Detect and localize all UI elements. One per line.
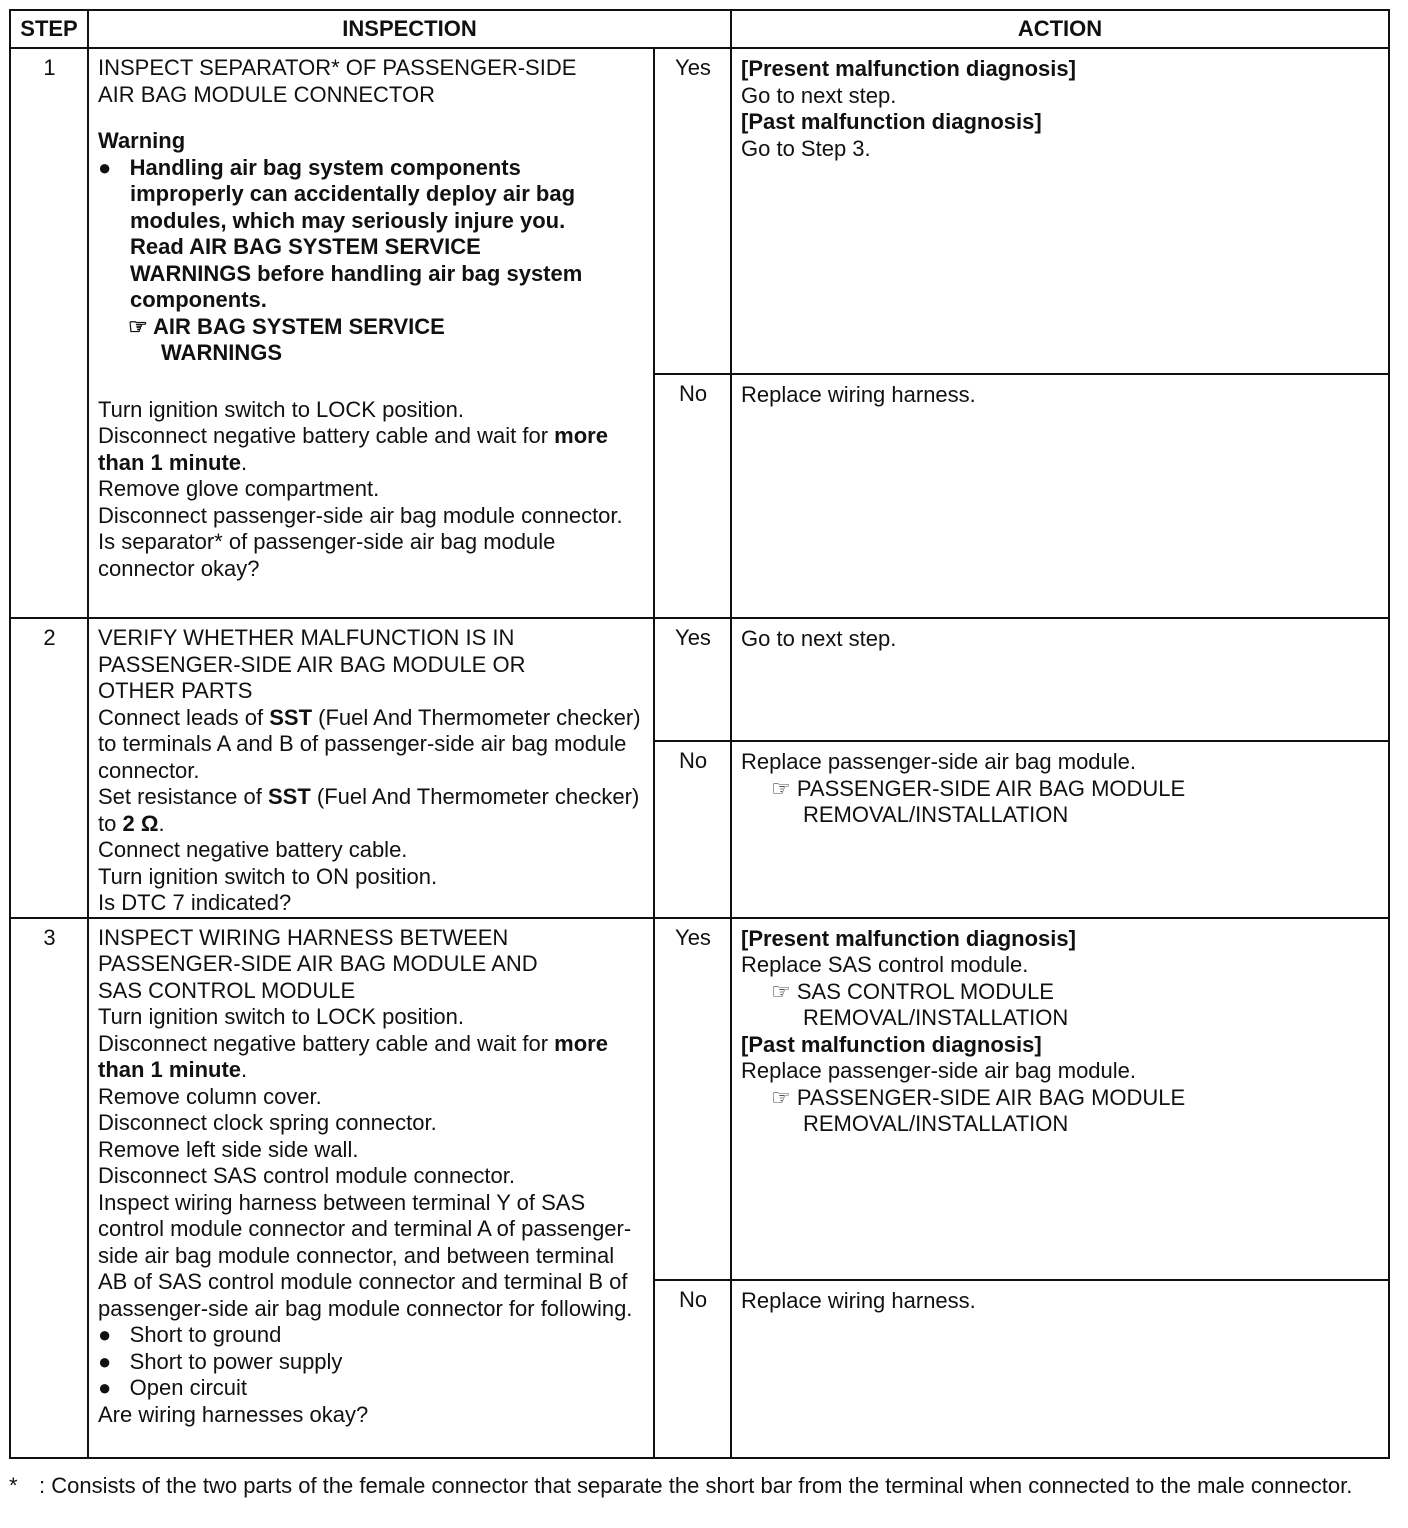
header-inspection: INSPECTION (88, 10, 731, 48)
step-2-number: 2 (10, 618, 88, 918)
step-3-question: Are wiring harnesses okay? (98, 1401, 369, 1427)
step-1-yes-row (10, 48, 1389, 374)
step-1-no-action: Replace wiring harness. (731, 374, 1389, 618)
step-3-no-label: No (654, 1280, 731, 1458)
reference-hand-icon: ☞ (771, 978, 791, 1004)
bullet-icon: ● (98, 1322, 112, 1347)
step-3-number: 3 (10, 918, 88, 1458)
warning-reference: ☞ AIR BAG SYSTEM SERVICE (128, 313, 445, 339)
step-2-yes-label: Yes (654, 618, 731, 741)
diagnostic-table (9, 9, 1390, 1459)
footnote-marker: * (9, 1473, 18, 1498)
footnote-text: : Consists of the two parts of the female connector that separate the short bar from the terminal when connected to the male connector. (39, 1473, 1353, 1498)
step-2-yes-action: Go to next step. (731, 618, 1389, 741)
reference-hand-icon: ☞ (771, 1084, 791, 1110)
step-3-title: INSPECT WIRING HARNESS BETWEEN PASSENGER-SIDE AIR BAG MODULE AND SAS CONTROL MODULE (98, 924, 538, 1003)
step-2-no-action: Replace passenger-side air bag module. ☞ PASSENGER-SIDE AIR BAG MODULE REMOVAL/INSTALLATION (731, 741, 1389, 917)
step-3-inspection: INSPECT WIRING HARNESS BETWEEN PASSENGER-SIDE AIR BAG MODULE AND SAS CONTROL MODULE Turn ignition switch to LOCK position. Disconnect negative battery cable and wait for more than 1 minute. Remove column cover. Disconnect clock spring connector. Remove left side side wall. Disconnect SAS control module connector. Inspect wiring harness between terminal Y of SAS control module connector and terminal A of passenger-side air bag module connector, and between terminal AB of SAS control module connector and terminal B of passenger-side air bag module connector for following. ● Short to ground ● Short to power supply ● Open circuit Are wiring harnesses okay? (88, 918, 654, 1458)
warning-text: ● Handling air bag system components (98, 154, 521, 180)
step-1-no-label: No (654, 374, 731, 618)
step-2-yes-row (10, 618, 1389, 741)
step-3-yes-label: Yes (654, 918, 731, 1280)
bullet-item: ● Open circuit (98, 1375, 248, 1400)
header-row (10, 10, 1389, 48)
footnote (9, 1473, 1389, 1499)
bullet-icon: ● (98, 154, 112, 180)
step-3-yes-action: [Present malfunction diagnosis] Replace SAS control module. ☞ SAS CONTROL MODULE REMOVAL/INSTALLATION [Past malfunction diagnosis] Replace passenger-side air bag module. ☞ PASSENGER-SIDE AIR BAG MODULE REMOVAL/INSTALLATION (731, 918, 1389, 1280)
step-1-inspection: INSPECT SEPARATOR* OF PASSENGER-SIDE AIR BAG MODULE CONNECTOR Warning ● Handling air bag system components improperly can accidentally deploy air bag modules, which may seriously injure you. Read AIR BAG SYSTEM SERVICE WARNINGS before handling air bag system components. ☞ AIR BAG SYSTEM SERVICE WARNINGS Turn ignition switch to LOCK position. Disconnect negative battery cable and wait for more than 1 minute. Remove glove compartment. Disconnect passenger-side air bag module connector. Is separator* of passenger-side air bag module connector okay? (88, 48, 654, 618)
step-1-number: 1 (10, 48, 88, 618)
step-2-title: VERIFY WHETHER MALFUNCTION IS IN PASSENGER-SIDE AIR BAG MODULE OR OTHER PARTS (98, 625, 526, 703)
bullet-item: ● Short to ground (98, 1322, 282, 1347)
reference-hand-icon: ☞ (128, 313, 148, 339)
step-1-yes-action: [Present malfunction diagnosis] Go to next step. [Past malfunction diagnosis] Go to Step 3. (731, 48, 1389, 374)
step-3-no-action: Replace wiring harness. (731, 1280, 1389, 1458)
bullet-icon: ● (98, 1375, 112, 1400)
warning-label: Warning (98, 128, 186, 153)
header-action: ACTION (731, 10, 1389, 48)
bullet-icon: ● (98, 1348, 112, 1374)
step-1-question: Is separator* of passenger-side air bag module connector okay? (98, 529, 556, 581)
step-1-title: INSPECT SEPARATOR* OF PASSENGER-SIDE AIR BAG MODULE CONNECTOR (98, 55, 577, 107)
step-3-yes-row (10, 918, 1389, 1280)
reference-hand-icon: ☞ (771, 775, 791, 801)
step-2-no-label: No (654, 741, 731, 917)
bullet-item: ● Short to power supply (98, 1348, 343, 1374)
step-2-inspection: VERIFY WHETHER MALFUNCTION IS IN PASSENGER-SIDE AIR BAG MODULE OR OTHER PARTS Connect leads of SST (Fuel And Thermometer checker) to terminals A and B of passenger-side air bag module connector. Set resistance of SST (Fuel And Thermometer checker) to 2 Ω. Connect negative battery cable. Turn ignition switch to ON position. Is DTC 7 indicated? (88, 618, 654, 918)
step-1-yes-label: Yes (654, 48, 731, 374)
step-2-question: Is DTC 7 indicated? (98, 890, 292, 915)
step-1-procedure: Turn ignition switch to LOCK position. Disconnect negative battery cable and wait for more than 1 minute. Remove glove compartment. Disconnect passenger-side air bag module connector. Is separator* of passenger-side air bag module connector okay? (98, 397, 645, 583)
header-step: STEP (10, 10, 88, 48)
